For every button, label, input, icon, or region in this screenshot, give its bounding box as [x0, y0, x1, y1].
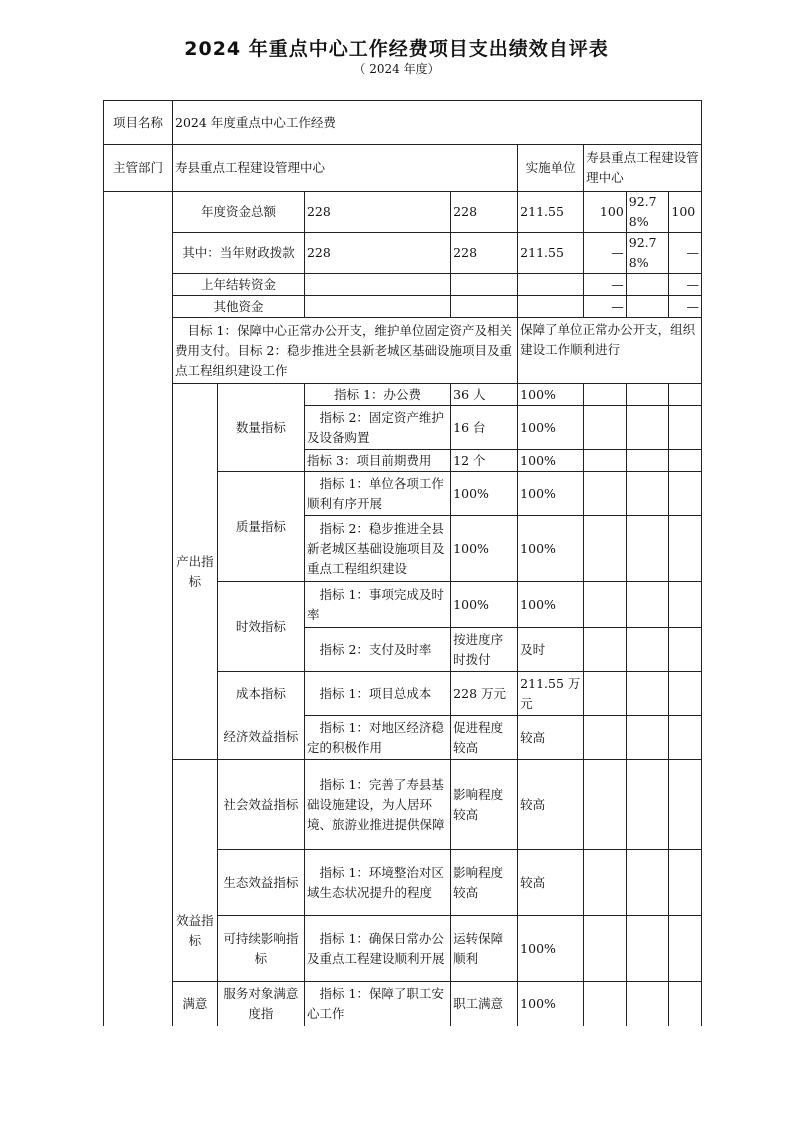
indicator-actual: 较高	[518, 760, 584, 850]
indicator-actual: 100%	[518, 916, 584, 982]
economic-subcategory: 经济效益指标	[217, 716, 304, 760]
timeliness-subcategory: 时效指标	[217, 582, 304, 672]
indicator-actual: 211.55 万元	[518, 672, 584, 716]
indicator-name: 指标 2：支付及时率	[304, 628, 450, 672]
indicator-actual: 100%	[518, 982, 584, 1026]
indicator-target: 影响程度较高	[451, 760, 518, 850]
project-name-value: 2024 年度重点中心工作经费	[173, 101, 702, 145]
quality-subcategory: 质量指标	[217, 472, 304, 582]
fund-adjusted: 228	[451, 192, 518, 233]
indicator-actual: 100%	[518, 406, 584, 450]
fund-executed: 211.55	[518, 233, 584, 274]
fund-label: 上年结转资金	[173, 274, 305, 296]
indicator-target: 12 个	[451, 450, 518, 472]
impl-value: 寿县重点工程建设管理中心	[584, 145, 702, 192]
indicator-target: 职工满意	[451, 982, 518, 1026]
left-blank-cell	[104, 384, 173, 406]
indicator-actual: 100%	[518, 384, 584, 406]
table-row	[104, 192, 702, 233]
table-row	[104, 296, 702, 318]
indicator-target: 100%	[451, 516, 518, 582]
goal-row	[104, 318, 702, 384]
fund-total: —	[669, 296, 702, 318]
fund-rate: 92.78%	[626, 233, 669, 274]
fund-score: —	[584, 296, 627, 318]
social-subcategory: 社会效益指标	[217, 760, 304, 850]
indicator-target: 100%	[451, 582, 518, 628]
effect-category: 效益指标	[173, 760, 218, 982]
fund-total: 100	[669, 192, 702, 233]
fund-score: —	[584, 233, 627, 274]
dept-value: 寿县重点工程建设管理中心	[173, 145, 518, 192]
output-category: 产出指标	[173, 384, 218, 760]
fund-executed	[518, 296, 584, 318]
page-title: 2024 年重点中心工作经费项目支出绩效自评表	[184, 38, 609, 60]
fund-rate	[626, 296, 669, 318]
fund-budget: 228	[304, 233, 450, 274]
fund-executed	[518, 274, 584, 296]
indicator-target: 促进程度较高	[451, 716, 518, 760]
fund-score: —	[584, 274, 627, 296]
indicator-name: 指标 1：办公费	[304, 384, 450, 406]
indicator-name: 指标 3：项目前期费用	[304, 450, 450, 472]
cost-subcategory: 成本指标	[217, 672, 304, 716]
fund-total: —	[669, 233, 702, 274]
fund-adjusted: 228	[451, 233, 518, 274]
table-row	[104, 760, 702, 850]
indicator-name: 指标 1：保障了职工安心工作	[304, 982, 450, 1026]
indicator-actual: 100%	[518, 516, 584, 582]
indicator-target: 运转保障顺利	[451, 916, 518, 982]
indicator-name: 指标 2：稳步推进全县新老城区基础设施项目及重点工程组织建设	[304, 516, 450, 582]
fund-budget	[304, 274, 450, 296]
indicator-target: 36 人	[451, 384, 518, 406]
fund-label: 其他资金	[173, 296, 305, 318]
indicator-actual: 较高	[518, 850, 584, 916]
indicator-name: 指标 1：单位各项工作顺利有序开展	[304, 472, 450, 516]
indicator-actual: 及时	[518, 628, 584, 672]
indicator-target: 228 万元	[451, 672, 518, 716]
sustainable-subcategory: 可持续影响指标	[217, 916, 304, 982]
satisfaction-category: 满意	[173, 982, 218, 1026]
indicator-actual: 100%	[518, 450, 584, 472]
fund-rate	[626, 274, 669, 296]
fund-adjusted	[451, 274, 518, 296]
indicator-target: 影响程度较高	[451, 850, 518, 916]
dept-label: 主管部门	[104, 145, 173, 192]
service-subcategory: 服务对象满意度指	[217, 982, 304, 1026]
indicator-name: 指标 1：项目总成本	[304, 672, 450, 716]
indicator-name: 指标 1：对地区经济稳定的积极作用	[304, 716, 450, 760]
funds-group-cell	[104, 192, 173, 384]
indicator-actual: 100%	[518, 472, 584, 516]
indicator-target: 100%	[451, 472, 518, 516]
project-name-label: 项目名称	[104, 101, 173, 145]
table-row	[104, 384, 702, 406]
fund-budget: 228	[304, 192, 450, 233]
table-row	[104, 982, 702, 1026]
table-row	[104, 274, 702, 296]
fund-label: 年度资金总额	[173, 192, 305, 233]
self-evaluation-table	[103, 100, 702, 1026]
fund-adjusted	[451, 296, 518, 318]
ecological-subcategory: 生态效益指标	[217, 850, 304, 916]
table-row	[104, 233, 702, 274]
fund-score: 100	[584, 192, 627, 233]
impl-label: 实施单位	[518, 145, 584, 192]
indicator-name: 指标 1：确保日常办公及重点工程建设顺利开展	[304, 916, 450, 982]
indicator-target: 按进度序时拨付	[451, 628, 518, 672]
indicator-name: 指标 1：完善了寿县基础设施建设，为人居环境、旅游业推进提供保障	[304, 760, 450, 850]
indicator-name: 指标 1：环境整治对区域生态状况提升的程度	[304, 850, 450, 916]
fund-rate: 92.78%	[626, 192, 669, 233]
indicator-actual: 较高	[518, 716, 584, 760]
goal-planned: 目标 1：保障中心正常办公开支，维护单位固定资产及相关费用支付。目标 2：稳步推进全县新老城区基础设施项目及重点工程组织建设工作	[173, 318, 518, 384]
fund-total: —	[669, 274, 702, 296]
fund-budget	[304, 296, 450, 318]
year-subtitle: （ 2024 年度）	[353, 62, 440, 76]
fund-label: 其中：当年财政拨款	[173, 233, 305, 274]
indicator-target: 16 台	[451, 406, 518, 450]
indicator-name: 指标 2：固定资产维护及设备购置	[304, 406, 450, 450]
indicator-name: 指标 1：事项完成及时率	[304, 582, 450, 628]
indicator-actual: 100%	[518, 582, 584, 628]
goal-actual: 保障了单位正常办公开支，组织建设工作顺利进行	[518, 318, 702, 384]
fund-executed: 211.55	[518, 192, 584, 233]
quantity-subcategory: 数量指标	[217, 384, 304, 472]
